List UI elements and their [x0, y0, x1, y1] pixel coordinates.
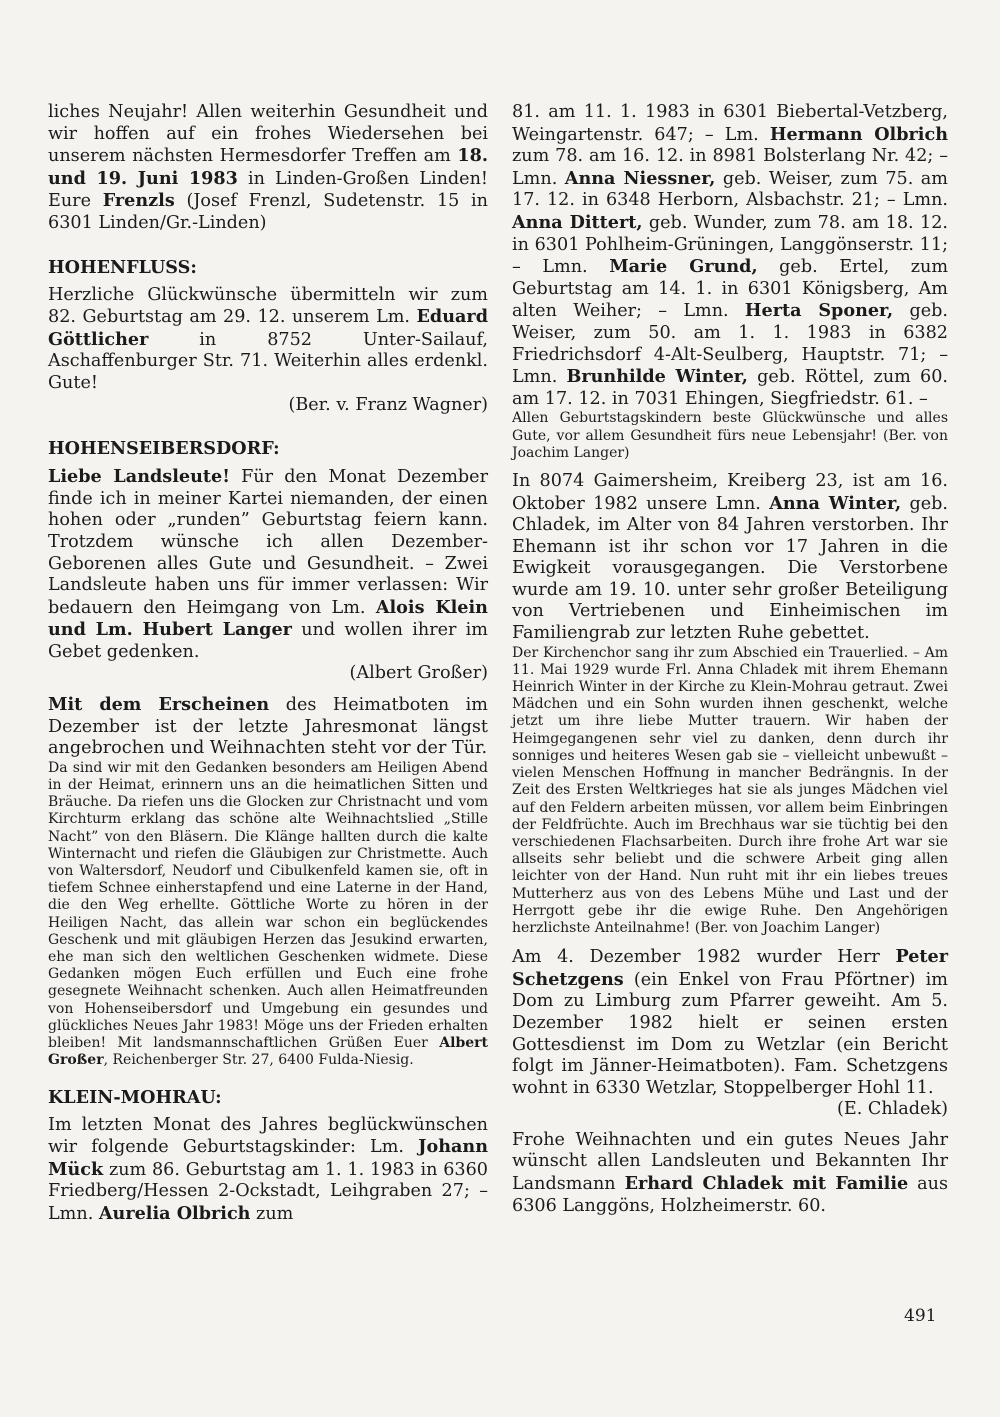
- bold-text: Marie Grund,: [609, 256, 758, 278]
- christmas-paragraph: [48, 694, 488, 760]
- section-heading-hohenfluss: HOHENFLUSS:: [48, 256, 197, 278]
- text: des Heimatboten im Dezember ist der letzte Jahresmonat längst angebrochen und Weihnachten steht vor der Tür.: [48, 695, 488, 759]
- ordination-signature: (E. Chladek): [836, 1099, 948, 1120]
- bold-text: 18. und 19. Juni 1983: [48, 145, 488, 189]
- hohenfluss-signature: (Ber. v. Franz Wagner): [288, 394, 488, 415]
- text: Da sind wir mit den Gedanken besonders am Heiligen Abend in der Heimat, erinnern uns an die heimatlichen Sitten und Bräuche. Da riefen uns die Glocken zur Christnacht und vom Kirchturm erklang das schöne alte Weihnachtslied „Stille Nacht” von den Bläsern. Die Klänge hallten durch die kalte Winternacht und riefen die Gläubigen zur Christmette. Auch von Waltersdorf, Neudorf und Cibulkenfeld kamen sie, oft in tiefem Schnee einherstapfend und eine Laterne in der Hand, die den Weg erhellte. Göttliche Worte zu hören in der Heiligen Nacht, das allein war schon ein beglückendes Geschenk und mit gläubigen Herzen das Jesukind erwarten, ehe man sich den weltlichen Geschenken widmete. Diese Gedanken mögen Euch erfüllen und Euch eine frohe gesegnete Weihnacht schenken. Auch allen Heimatfreunden von Hohenseibersdorf und Umgebung ein gesundes und glückliches Neues Jahr 1983! Möge uns der Frieden erhalten bleiben! Mit landsmannschaftlichen Grüßen Euer: [48, 759, 488, 1052]
- text: aus 6306 Langgöns, Holzheimerstr. 60.: [512, 1174, 948, 1216]
- text: zum 78. am 16. 12. in 8981 Bolsterlang Nr. 42; – Lmn.: [512, 146, 948, 189]
- bold-text: Erhard Chladek mit Familie: [624, 1173, 909, 1195]
- text: Herzliche Glückwünsche übermitteln wir zum 82. Geburtstag am 29. 12. unserem Lm.: [48, 284, 488, 328]
- text: , Reichenberger Str. 27, 6400 Fulda-Niesig.: [103, 1052, 414, 1069]
- bold-text: Mit dem Erscheinen: [48, 694, 270, 716]
- obituary-small-paragraph: Der Kirchenchor sang ihr zum Abschied ein Trauerlied. – Am 11. Mai 1929 wurde Frl. Anna Chladek mit ihrem Ehemann Heinrich Winter in der Kirche zu Klein-Mohrau getraut. Zwei Mädchen und ein Sohn wurden ihnen geschenkt, welche jetzt um ihre liebe Mutter trauern. Wir haben der Heimgegangenen sehr viel zu danken, denn durch ihr sonniges und heiteres Wesen gab sie – vielleicht unbewußt – vielen Menschen Hoffnung in mancher Bedrängnis. In der Zeit des Ersten Weltkrieges hat sie als junges Mädchen viel auf den Feldern arbeiten müssen, vor allem beim Einbringen der Feldfrüchte. Auch im Brechhaus war sie tüchtig bei den verschiedenen Flachsarbeiten. Durch ihre frohe Art war sie allseits sehr beliebt und die schwere Arbeit ging allen leichter von der Hand. Nun ruht mit ihr ein liebes treues Mutterherz aus von des Lebens Mühe und Last und der Herrgott gebe ihr die ewige Ruhe. Den Angehörigen herzlichste Anteilnahme! (Ber. von Joachim Langer): [512, 644, 948, 936]
- bold-text: Anna Winter,: [769, 492, 902, 514]
- page-number: 491: [904, 1306, 937, 1326]
- bold-text: Hermann Olbrich: [769, 123, 948, 145]
- ordination-paragraph: [512, 946, 948, 1099]
- birthday-list-paragraph: [512, 102, 948, 410]
- hermesdorf-closing-paragraph: [48, 102, 488, 235]
- birthday-wishes-small: Allen Geburtstagskindern beste Glückwünsche und alles Gute, vor allem Gesundheit fürs neue Lebensjahr! (Ber. von Joachim Langer): [512, 410, 948, 461]
- bold-text: Anna Dittert,: [512, 211, 643, 233]
- text: (Josef Frenzl, Sudetenstr. 15 in 6301 Linden/Gr.-Linden): [48, 191, 488, 233]
- text: (ein Enkel von Frau Pförtner) im Dom zu Limburg zum Pfarrer geweiht. Am 5. Dezember 1982 hielt er seinen ersten Gottesdienst im Dom zu Wetzlar (ein Bericht folgt im Jänner-Heimatboten). Fam. Schetzgens wohnt in 6330 Wetzlar, Stoppelberger Hohl 11.: [512, 969, 948, 1098]
- text: 81. am 11. 1. 1983 in 6301 Biebertal-Vetzberg, Weingartenstr. 647; – Lm.: [512, 102, 948, 145]
- text: in 8752 Unter-Sailauf, Aschaffenburger Str. 71. Weiterhin alles erdenkl. Gute!: [48, 329, 488, 393]
- bold-text: Alois Klein und Lm. Hubert Langer: [48, 596, 488, 641]
- bold-text: Eduard Göttlicher: [48, 306, 488, 350]
- bold-text: Brunhilde Winter,: [566, 366, 748, 388]
- bold-text: Anna Niessner,: [564, 167, 716, 189]
- section-heading-klein-mohrau: KLEIN-MOHRAU:: [48, 1086, 222, 1108]
- text: Für den Monat Dezember finde ich in meiner Kartei niemanden, der einen hohen oder „runden” Geburtstag feiern kann. Trotzdem wünsche ich allen Dezember-Geborenen alles Gute und Gesundheit. – Zwei Landsleute haben uns für immer verlassen: Wir bedauern den Heimgang von Lm.: [48, 467, 488, 618]
- christmas-small-paragraph: [48, 760, 488, 1070]
- text: zum 86. Geburtstag am 1. 1. 1983 in 6360 Friedberg/Hessen 2-Ockstadt, Leihgraben 27; – Lmn.: [48, 1159, 488, 1224]
- section-heading-hohenseibersdorf: HOHENSEIBERSDORF:: [48, 438, 280, 460]
- text: geb. Röttel, zum 60. am 17. 12. in 7031 Ehingen, Siegfriedstr. 61. –: [512, 367, 948, 409]
- text: liches Neujahr! Allen weiterhin Gesundheit und wir hoffen auf ein frohes Wiedersehen bei unserem nächsten Hermesdorfer Treffen am: [48, 102, 488, 167]
- text: zum: [250, 1203, 294, 1224]
- text: geb. Wunder, zum 78. am 18. 12. in 6301 Pohlheim-Grüningen, Langgönserstr. 11; – Lmn.: [512, 212, 948, 278]
- christmas-greeting-paragraph: [512, 1130, 948, 1217]
- text: geb. Chladek, im Alter von 84 Jahren verstorben. Ihr Ehemann ist ihr schon vor 17 Jahren in die Ewigkeit vorausgegangen. Die Verstorbene wurde am 19. 10. unter sehr großer Beteiligung von Vertriebenen und Einheimischen im Familiengrab zur letzten Ruhe gebettet.: [512, 493, 949, 644]
- text: und wollen ihrer im Gebet gedenken.: [48, 620, 488, 662]
- right-column: [512, 102, 948, 1217]
- text: in Linden-Großen Linden! Eure: [48, 168, 488, 212]
- bold-text: Johann Mück: [48, 1136, 488, 1180]
- bold-text: Peter Schetzgens: [512, 946, 948, 990]
- text: geb. Weiser, zum 75. am 17. 12. in 6348 Herborn, Alsbachstr. 21; – Lmn.: [512, 168, 948, 211]
- text: geb. Weiser, zum 50. am 1. 1. 1983 in 6382 Friedrichsdorf 4-Alt-Seulberg, Hauptstr. 71; – Lmn.: [512, 301, 948, 388]
- bold-text: Aurelia Olbrich: [98, 1202, 251, 1224]
- text: Frohe Weihnachten und ein gutes Neues Jahr wünscht allen Landsleuten und Bekannten Ihr Landsmann: [512, 1129, 948, 1195]
- obituary-paragraph: [512, 471, 948, 645]
- bold-text: Albert Großer: [48, 1035, 488, 1069]
- hohenseibersdorf-signature: (Albert Großer): [349, 663, 488, 684]
- left-column: [48, 102, 488, 1225]
- hohenseibersdorf-paragraph: [48, 466, 488, 663]
- text: geb. Ertel, zum Geburtstag am 14. 1. in 6301 Königsberg, Am alten Weiher; – Lmn.: [512, 257, 948, 322]
- text: Am 4. Dezember 1982 wurder Herr: [512, 947, 896, 968]
- hohenfluss-paragraph: [48, 285, 488, 395]
- text: In 8074 Gaimersheim, Kreiberg 23, ist am 16. Oktober 1982 unsere Lmn.: [512, 470, 948, 514]
- bold-text: Liebe Landsleute!: [48, 466, 230, 488]
- klein-mohrau-paragraph: [48, 1115, 488, 1226]
- bold-text: Herta Sponer,: [744, 300, 894, 322]
- text: Im letzten Monat des Jahres beglückwünschen wir folgende Geburtstagskinder: Lm.: [48, 1114, 488, 1158]
- bold-text: Frenzls: [102, 190, 175, 212]
